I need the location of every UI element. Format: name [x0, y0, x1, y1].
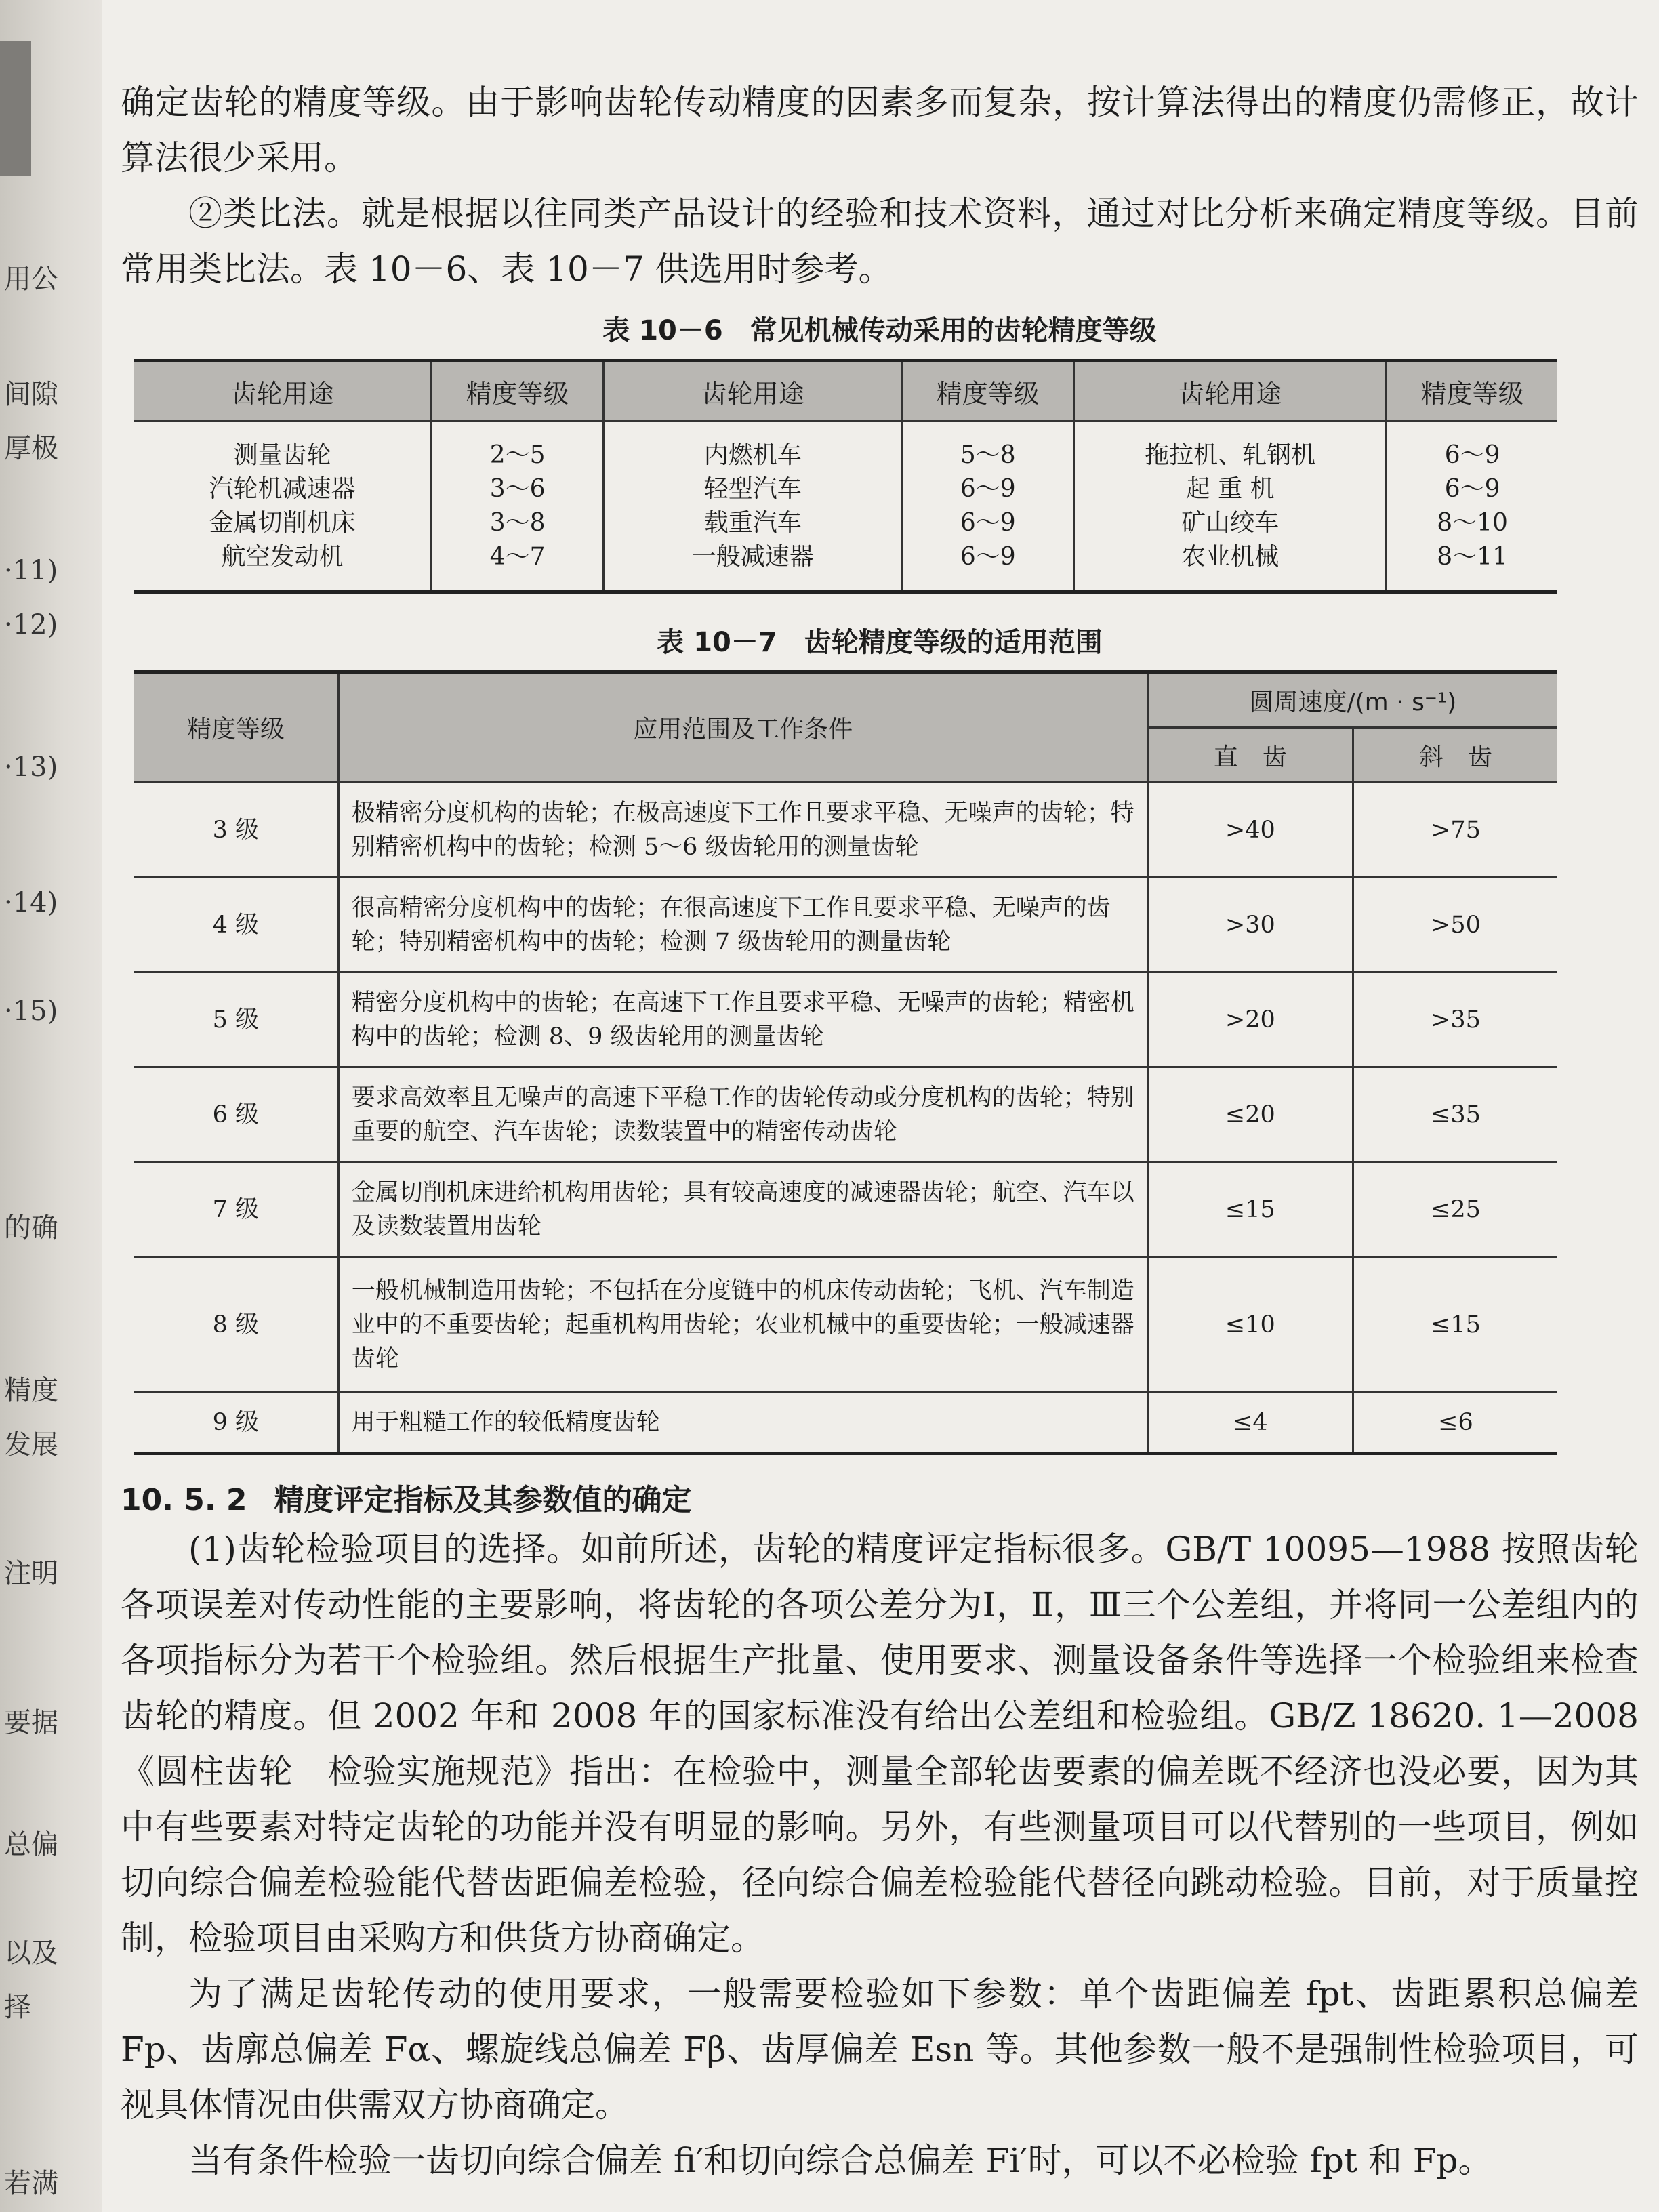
- table-row: [134, 1393, 1557, 1454]
- margin-fragment: ·15): [4, 996, 58, 1027]
- t2-cell-scope: 要求高效率且无噪声的高速下平稳工作的齿轮传动或分度机构的齿轮；特别重要的航空、汽车齿轮；读数装置中的精密传动齿轮: [338, 1067, 1147, 1162]
- t2-cell-grade: 8 级: [134, 1257, 338, 1393]
- t1-header-use-3: 齿轮用途: [1074, 361, 1387, 422]
- t2-header-grade: 精度等级: [134, 672, 338, 783]
- table-10-6-caption: 表 10－6 常见机械传动采用的齿轮精度等级: [602, 315, 1157, 346]
- t1-grades-col3: 6～9 6～9 8～10 8～11: [1387, 422, 1557, 592]
- table-row: [134, 1257, 1557, 1393]
- table-row: [134, 1162, 1557, 1257]
- t2-cell-helical: >35: [1353, 972, 1557, 1067]
- margin-fragment: ·11): [4, 555, 58, 586]
- margin-fragment: 要据: [4, 1707, 58, 1738]
- t1-header-grade-3: 精度等级: [1387, 361, 1557, 422]
- facing-page-margin: [0, 0, 102, 2212]
- page-content: [121, 75, 1639, 2188]
- margin-fragment: ·14): [4, 887, 58, 918]
- table-row: [134, 972, 1557, 1067]
- paragraph-inspection-items: (1)齿轮检验项目的选择。如前所述，齿轮的精度评定指标很多。GB/T 10095—1988 按照齿轮各项误差对传动性能的主要影响，将齿轮的各项公差分为Ⅰ，Ⅱ，Ⅲ三个公差组，并将同一公差组内的各项指标分为若干个检验组。然后根据生产批量、使用要求、测量设备条件等选择一个检验组来检查齿轮的精度。但 2002 年和 2008 年的国家标准没有给出公差组和检验组。GB/Z 18620. 1—2008《圆柱齿轮 检验实施规范》指出：在检验中，测量全部轮齿要素的偏差既不经济也没必要，因为其中有些要素对特定齿轮的功能并没有明显的影响。另外，有些测量项目可以代替别的一些项目，例如切向综合偏差检验能代替齿距偏差检验，径向综合偏差检验能代替径向跳动检验。目前，对于质量控制，检验项目由采购方和供货方协商确定。: [121, 1530, 1639, 1958]
- t2-cell-grade: 4 级: [134, 878, 338, 972]
- t2-cell-spur: ≤20: [1147, 1067, 1353, 1162]
- t2-cell-helical: ≤6: [1353, 1393, 1557, 1454]
- margin-fragment: ·13): [4, 752, 58, 783]
- t2-cell-scope: 精密分度机构中的齿轮；在高速下工作且要求平稳、无噪声的齿轮；精密机构中的齿轮；检测 8、9 级齿轮用的测量齿轮: [338, 972, 1147, 1067]
- section-number: 10. 5. 2: [121, 1483, 247, 1517]
- table-10-6: [134, 359, 1557, 594]
- margin-fragment: 择: [4, 1992, 31, 2023]
- margin-fragment: 若满: [4, 2168, 58, 2199]
- t1-grades-col2: 5～8 6～9 6～9 6～9: [902, 422, 1074, 592]
- margin-fragment: 间隙: [4, 379, 58, 410]
- section-title: 精度评定指标及其参数值的确定: [274, 1483, 692, 1517]
- t2-cell-scope: 用于粗糙工作的较低精度齿轮: [338, 1393, 1147, 1454]
- table-10-7-caption: 表 10－7 齿轮精度等级的适用范围: [657, 627, 1103, 658]
- table-10-7: [134, 670, 1557, 1455]
- t2-cell-spur: >20: [1147, 972, 1353, 1067]
- t2-cell-scope: 很高精密分度机构中的齿轮；在很高速度下工作且要求平稳、无噪声的齿轮；特别精密机构中的齿轮；检测 7 级齿轮用的测量齿轮: [338, 878, 1147, 972]
- book-page: [102, 0, 1659, 2212]
- margin-fragment: 精度: [4, 1375, 58, 1406]
- t2-cell-spur: ≤4: [1147, 1393, 1353, 1454]
- t2-cell-helical: ≤35: [1353, 1067, 1557, 1162]
- section-heading: [121, 1475, 1639, 1519]
- margin-fragment: 发展: [4, 1429, 58, 1460]
- paragraph-tangential: 当有条件检验一齿切向综合偏差 fi′和切向综合总偏差 Fi′时，可以不必检验 fpt 和 Fp。: [188, 2141, 1492, 2180]
- t2-header-spur: 直 齿: [1147, 728, 1353, 783]
- t2-cell-helical: >75: [1353, 783, 1557, 878]
- t2-cell-grade: 3 级: [134, 783, 338, 878]
- t2-body: [134, 783, 1557, 1454]
- t2-cell-scope: 一般机械制造用齿轮；不包括在分度链中的机床传动齿轮；飞机、汽车制造业中的不重要齿轮；起重机构用齿轮；农业机械中的重要齿轮；一般减速器齿轮: [338, 1257, 1147, 1393]
- t2-cell-helical: >50: [1353, 878, 1557, 972]
- t2-header-helical: 斜 齿: [1353, 728, 1557, 783]
- t2-cell-spur: ≤15: [1147, 1162, 1353, 1257]
- t2-cell-grade: 9 级: [134, 1393, 338, 1454]
- t1-header-grade-1: 精度等级: [432, 361, 604, 422]
- margin-fragment: 以及: [4, 1938, 58, 1969]
- table-row: [134, 1067, 1557, 1162]
- margin-fragment: 总偏: [4, 1829, 58, 1860]
- paragraph-analogy-method: ②类比法。就是根据以往同类产品设计的经验和技术资料，通过对比分析来确定精度等级。目前常用类比法。表 10－6、表 10－7 供选用时参考。: [121, 194, 1639, 289]
- t2-cell-spur: >40: [1147, 783, 1353, 878]
- paragraph-calc-method: 确定齿轮的精度等级。由于影响齿轮传动精度的因素多而复杂，按计算法得出的精度仍需修正，故计算法很少采用。: [121, 83, 1639, 178]
- t2-cell-grade: 5 级: [134, 972, 338, 1067]
- t1-header-use-2: 齿轮用途: [604, 361, 902, 422]
- margin-fragment: ·12): [4, 609, 58, 640]
- margin-fragment: 的确: [4, 1212, 58, 1244]
- t2-cell-helical: ≤25: [1353, 1162, 1557, 1257]
- paragraph-required-params: 为了满足齿轮传动的使用要求，一般需要检验如下参数：单个齿距偏差 fpt、齿距累积总偏差 Fp、齿廓总偏差 Fα、螺旋线总偏差 Fβ、齿厚偏差 Esn 等。其他参数一般不是强制性检验项目，可视具体情况由供需双方协商确定。: [121, 1974, 1639, 2125]
- t2-header-speed: 圆周速度/(m · s⁻¹): [1147, 672, 1557, 728]
- t1-header-grade-2: 精度等级: [902, 361, 1074, 422]
- t2-cell-scope: 金属切削机床进给机构用齿轮；具有较高速度的减速器齿轮；航空、汽车以及读数装置用齿轮: [338, 1162, 1147, 1257]
- margin-fragment: 注明: [4, 1558, 58, 1589]
- margin-fragment: 用公: [4, 264, 58, 295]
- t1-uses-col2: 内燃机车 轻型汽车 载重汽车 一般减速器: [604, 422, 902, 592]
- t2-cell-spur: ≤10: [1147, 1257, 1353, 1393]
- thumb-tab: [0, 41, 31, 176]
- table-row: [134, 783, 1557, 878]
- t1-grades-col1: 2～5 3～6 3～8 4～7: [432, 422, 604, 592]
- t1-uses-col3: 拖拉机、轧钢机 起 重 机 矿山绞车 农业机械: [1074, 422, 1387, 592]
- table-row: [134, 878, 1557, 972]
- t2-cell-grade: 6 级: [134, 1067, 338, 1162]
- t2-cell-scope: 极精密分度机构的齿轮；在极高速度下工作且要求平稳、无噪声的齿轮；特别精密机构中的齿轮；检测 5～6 级齿轮用的测量齿轮: [338, 783, 1147, 878]
- t2-cell-spur: >30: [1147, 878, 1353, 972]
- t1-uses-col1: 测量齿轮 汽轮机减速器 金属切削机床 航空发动机: [209, 441, 356, 571]
- t2-cell-helical: ≤15: [1353, 1257, 1557, 1393]
- margin-fragment: 厚极: [4, 433, 58, 464]
- t1-header-use-1: 齿轮用途: [134, 361, 432, 422]
- t2-cell-grade: 7 级: [134, 1162, 338, 1257]
- t2-header-scope: 应用范围及工作条件: [338, 672, 1147, 783]
